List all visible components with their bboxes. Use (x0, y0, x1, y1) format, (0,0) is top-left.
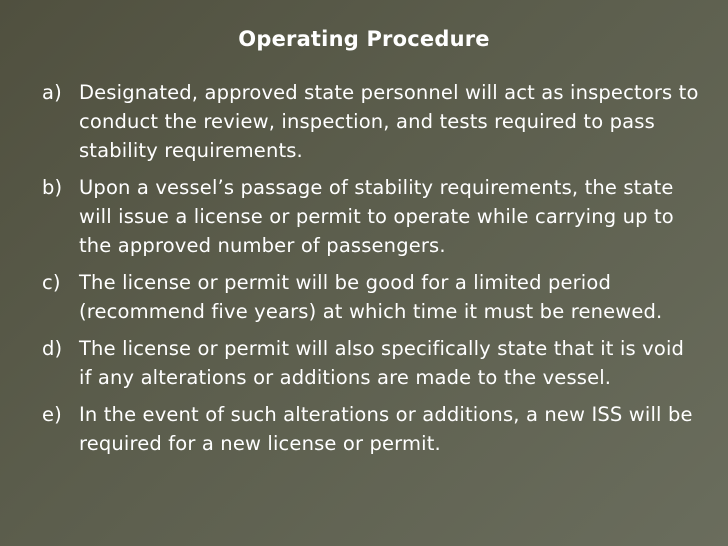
list-item (42, 334, 702, 392)
list-item-text: In the event of such alterations or additions, a new ISS will be required for a new license or permit. (79, 403, 693, 455)
list-marker: b) (42, 176, 63, 199)
list-item (42, 268, 702, 326)
slide-title: Operating Procedure (238, 27, 490, 51)
list-marker: e) (42, 403, 62, 426)
procedure-list (42, 78, 702, 466)
list-marker: d) (42, 337, 63, 360)
list-item-text: The license or permit will also specifically state that it is void if any alterations or additions are made to the vessel. (79, 337, 685, 389)
list-item (42, 78, 702, 165)
list-marker: c) (42, 271, 61, 294)
list-item-text: Designated, approved state personnel will act as inspectors to conduct the review, inspection, and tests required to pass stability requirements. (79, 81, 699, 162)
list-marker: a) (42, 81, 62, 104)
list-item-text: Upon a vessel’s passage of stability requirements, the state will issue a license or permit to operate while carrying up to the approved number of passengers. (79, 176, 674, 257)
list-item (42, 400, 702, 458)
list-item (42, 173, 702, 260)
list-item-text: The license or permit will be good for a limited period (recommend five years) at which time it must be renewed. (79, 271, 663, 323)
